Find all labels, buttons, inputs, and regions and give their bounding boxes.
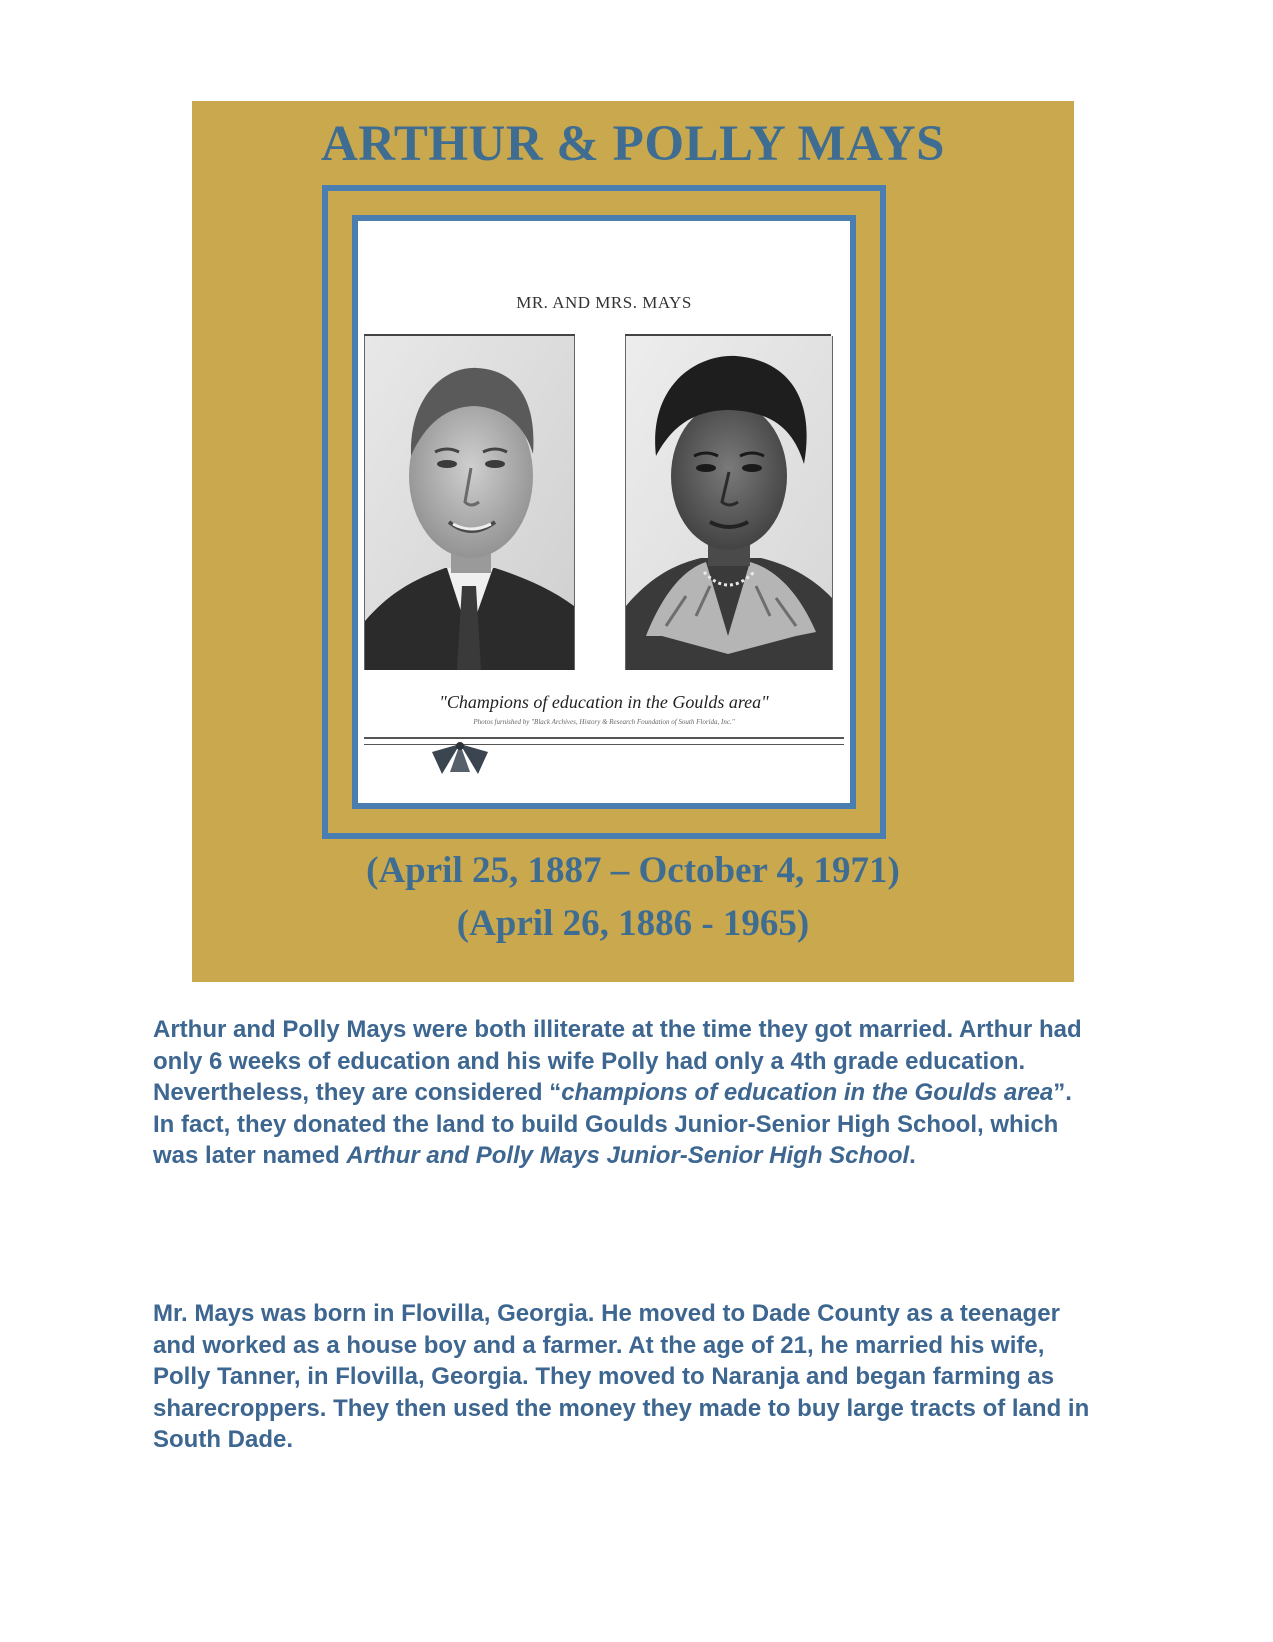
arthur-portrait-image xyxy=(365,336,574,670)
paragraph-education-part3: . xyxy=(909,1142,916,1169)
photo-credit: Photos furnished by "Black Archives, History & Research Foundation of South Florida, Inc." xyxy=(473,718,735,726)
poster-title: ARTHUR & POLLY MAYS xyxy=(320,116,946,172)
newspaper-clipping xyxy=(364,227,844,797)
clipping-caption: "Champions of education in the Goulds area" xyxy=(439,692,769,712)
ribbon-bow-icon xyxy=(428,740,492,776)
arthur-dates: (April 25, 1887 – October 4, 1971) xyxy=(366,850,900,891)
paragraph-education-italic2: Arthur and Polly Mays Junior-Senior High School xyxy=(346,1142,910,1169)
photo-frame-inner xyxy=(352,215,856,809)
clipping-heading: MR. AND MRS. MAYS xyxy=(516,293,692,312)
polly-portrait-image xyxy=(626,336,832,670)
paragraph-education xyxy=(153,1014,1098,1172)
arthur-mays-portrait xyxy=(364,336,575,670)
paragraph-education-italic1: champions of education in the Goulds area xyxy=(561,1079,1054,1106)
paragraph-education-part2: ”. In fact, they donated the land to build Goulds Junior-Senior High School, which was later named xyxy=(153,1079,1072,1169)
photo-frame-outer xyxy=(322,185,886,839)
paragraph-biography: Mr. Mays was born in Flovilla, Georgia. He moved to Dade County as a teenager and worked as a house boy and a farmer. At the age of 21, he married his wife, Polly Tanner, in Flovilla, Georgia. They moved to Naranja and began farming as sharecroppers. They then used the money they made to buy large tracts of land in South Dade. xyxy=(153,1300,1090,1453)
clipping-base-line-top xyxy=(364,737,844,739)
memorial-poster xyxy=(192,101,1074,982)
polly-mays-portrait xyxy=(625,336,833,670)
polly-dates: (April 26, 1886 - 1965) xyxy=(456,903,810,944)
paragraph-education-part1: Arthur and Polly Mays were both illiterate at the time they got married. Arthur had only 6 weeks of education and his wife Polly had only a 4th grade education. Nevertheless, they are considered “ xyxy=(153,1016,1082,1106)
